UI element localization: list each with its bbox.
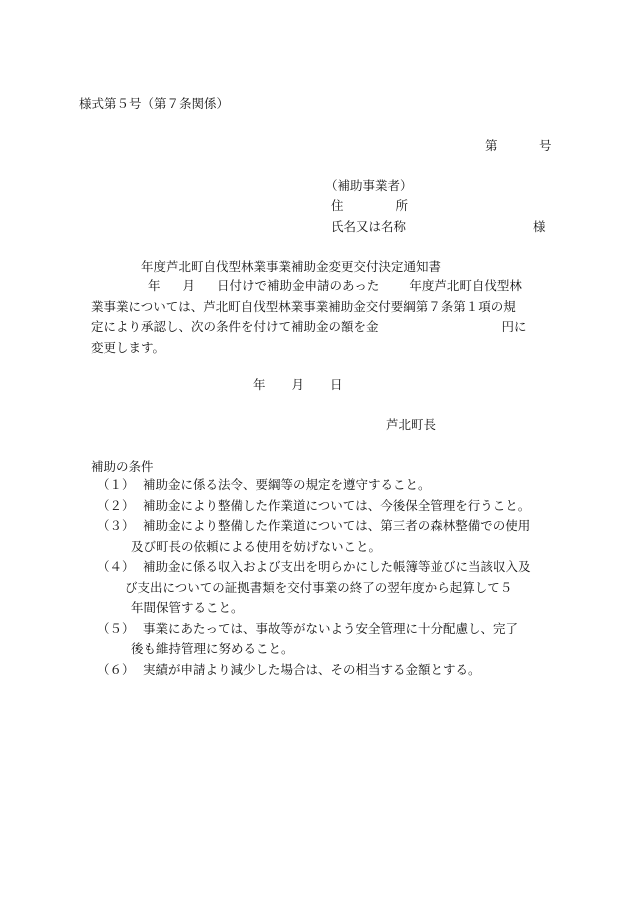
condition-continuation-2: 年間保管すること。 — [131, 600, 244, 615]
date-year: 年 — [253, 377, 266, 392]
condition-text: 実績が申請より減少した場合は、その相当する金額とする。 — [143, 661, 481, 677]
body-line-3 — [91, 317, 553, 338]
body-line3-end: 円に — [501, 319, 527, 334]
body-line1-end: 年度芦北町自伐型林 — [409, 278, 522, 293]
condition-text: 補助金に係る収入および支出を明らかにした帳簿等並びに当該収入及 — [143, 559, 531, 574]
date-month: 月 — [291, 377, 305, 392]
conditions-heading: 補助の条件 — [91, 459, 154, 474]
condition-item-6 — [97, 660, 557, 681]
condition-text: 補助金により整備した作業道については、第三者の森林整備での使用 — [143, 518, 531, 533]
condition-text: 補助金により整備した作業道については、今後保全管理を行うこと。 — [143, 497, 531, 513]
condition-number: （２） — [97, 497, 135, 513]
issue-date — [253, 377, 343, 393]
address-label — [331, 198, 408, 214]
body-paragraph — [91, 276, 553, 358]
body-year: 年 — [148, 278, 161, 293]
issuer-name: 芦北町長 — [386, 417, 437, 432]
condition-item-1 — [97, 475, 557, 496]
condition-number: （３） — [97, 518, 135, 533]
body-line3-start: 定により承認し、次の条件を付けて補助金の額を金 — [91, 319, 379, 334]
address-label-second: 所 — [395, 198, 409, 213]
condition-text: 事業にあたっては、事故等がないよう安全管理に十分配慮し、完了 — [143, 620, 519, 636]
condition-number: （１） — [97, 477, 135, 492]
document-title: 年度芦北町自伐型林業事業補助金変更交付決定通知書 — [141, 259, 442, 274]
address-label-first: 住 — [331, 198, 344, 213]
condition-item-3 — [97, 516, 557, 557]
condition-continuation: 及び町長の依頼による使用を妨げないこと。 — [131, 538, 382, 554]
condition-number: （６） — [97, 661, 135, 677]
honorific: 様 — [533, 219, 546, 234]
body-line-2: 業事業については、芦北町自伐型林業事業補助金交付要綱第７条第１項の規 — [91, 298, 516, 314]
form-number: 様式第５号（第７条関係） — [79, 96, 230, 111]
body-month: 月 — [182, 278, 196, 293]
conditions-list — [97, 475, 557, 680]
condition-continuation: び支出についての証拠書類を交付事業の終了の翌年度から起算して５ — [125, 579, 513, 595]
name-label: 氏名又は名称 — [331, 219, 407, 234]
condition-item-4 — [97, 557, 557, 619]
document-number-prefix: 第 — [485, 138, 498, 153]
condition-number: （５） — [97, 620, 135, 636]
body-line1-rest: 日付けで補助金申請のあった — [217, 278, 380, 293]
date-day: 日 — [330, 377, 343, 392]
body-line-1 — [91, 276, 553, 297]
condition-text: 補助金に係る法令、要綱等の規定を遵守すること。 — [143, 477, 431, 492]
document-number-suffix: 号 — [539, 138, 552, 153]
condition-number: （４） — [97, 559, 135, 574]
condition-continuation: 後も維持管理に努めること。 — [131, 641, 294, 656]
recipient-heading: （補助事業者） — [325, 178, 413, 193]
condition-item-5 — [97, 619, 557, 660]
body-line-4: 変更します。 — [91, 339, 166, 355]
condition-item-2 — [97, 496, 557, 517]
